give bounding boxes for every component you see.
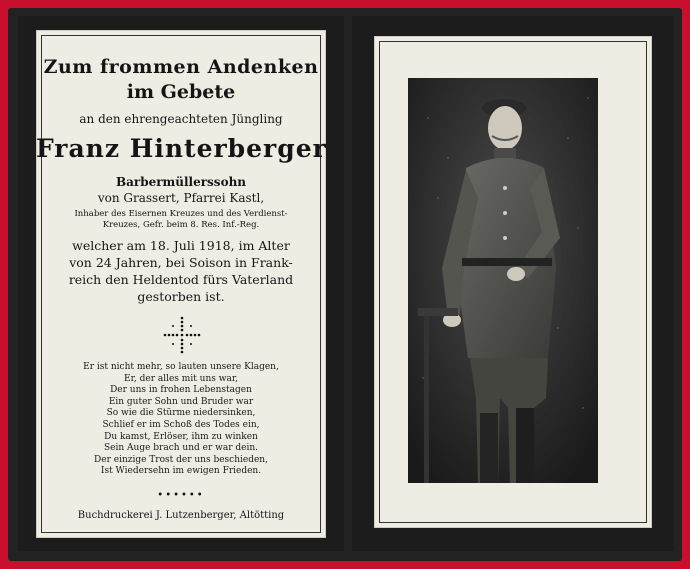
poem-line: Sein Auge brach und er war dein. — [104, 443, 258, 454]
poem-line: So wie die Stürme niedersinken, — [106, 408, 256, 419]
poem-line: Er ist nicht mehr, so lauten unsere Klagen, — [83, 362, 279, 372]
heading-line-1: Zum frommen Andenken — [43, 56, 319, 78]
text-page — [36, 30, 326, 538]
origin-line: von Grassert, Pfarrei Kastl, — [97, 191, 265, 205]
poem-line: Schlief er im Schoß des Todes ein, — [102, 419, 260, 430]
right-panel — [352, 16, 674, 551]
memorial-card — [8, 8, 682, 561]
poem-line: Ein guter Sohn und Bruder war — [108, 396, 254, 407]
poem-line: Er, der alles mit uns war, — [124, 373, 238, 384]
death-line-3: reich den Heldentod fürs Vaterland — [68, 272, 294, 287]
poem-line: Du kamst, Erlöser, ihm zu winken — [104, 431, 258, 442]
cross-icon — [162, 315, 202, 355]
poem-line: Der uns in frohen Lebenstagen — [110, 385, 252, 396]
heading-line-2: im Gebete — [126, 81, 236, 103]
honors-line-2: Kreuzes, Gefr. beim 8. Res. Inf.-Reg. — [102, 220, 260, 230]
intro-line: an den ehrengeachteten Jüngling — [79, 112, 283, 126]
death-line-2: von 24 Jahren, bei Soison in Frank- — [69, 255, 293, 270]
occupation-line: Barbermüllerssohn — [115, 175, 247, 189]
death-line-4: gestorben ist. — [137, 289, 225, 304]
death-line-1: welcher am 18. Juli 1918, im Alter — [72, 238, 290, 253]
ornament-dots: •••••• — [157, 490, 205, 501]
left-panel — [18, 16, 344, 551]
deceased-name: Franz Hinterberger — [36, 134, 327, 163]
printer-line: Buchdruckerei J. Lutzenberger, Altötting — [77, 510, 285, 521]
photo-page — [374, 36, 652, 528]
poem-line: Ist Wiedersehn im ewigen Frieden. — [100, 466, 262, 477]
soldier-photo — [408, 78, 598, 483]
honors-line-1: Inhaber des Eisernen Kreuzes und des Verdienst- — [74, 209, 288, 219]
poem — [36, 362, 326, 478]
poem-line: Der einzige Trost der uns beschieden, — [94, 454, 268, 465]
